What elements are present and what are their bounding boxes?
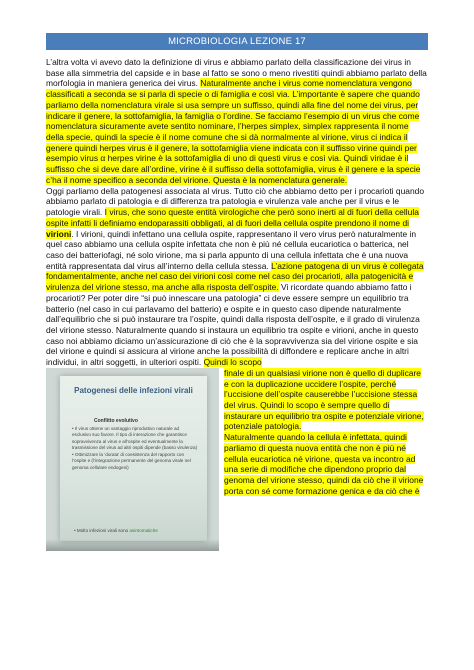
highlighted-text: I virus, che sono queste entità virologiche che però sono inerti al di fuori della cellula ospite infatti li definiamo endoparassiti obbligati, al di fuori della cellula ospite prendono il nome di xyxy=(46,207,419,228)
page-title: MICROBIOLOGIA LEZIONE 17 xyxy=(46,33,428,50)
highlighted-text: Naturalmente quando la cellula è infettata, quindi parliamo di questa nuova entità che non è più né cellula eucariotica né virione, questa va incontro ad una serie di modifiche che dipendono proprio dal genoma del virione stesso, quindi da ciò che il virione porta con sé come formazione genica e da ciò che è xyxy=(224,432,424,496)
slide-subtitle: Conflitto evolutivo xyxy=(94,417,138,424)
paragraph-text: . I virioni, quindi infettano una cellula ospite, rappresentano il vero virus però naturalmente in quel caso abbiamo una cellula ospite infettata che non è più né cellula eucariotica o batterica, nel caso dei batteriofagi, né solo virione, ma si parla appunto di una cellula infettata che è una nuova entità rappresentata dal virus all’interno della cellula stessa. xyxy=(46,228,417,271)
lecture-slide-photo xyxy=(46,368,219,551)
slide-footnote xyxy=(74,526,158,537)
highlighted-text: Naturalmente anche i virus come nomenclatura vengono classificati a seconda se si parla di specie o di famiglia e così via. L’importante è sapere che quando parliamo della nomenclatura virale si usa sempre un suffisso, quindi alla fine del nome dei virus, per indicare il genere, la sottofamiglia, la famiglia o l’ordine. Se facciamo l’esempio di un virus che come nomenclatura sicuramente avete sentito nominare, l’herpes simplex, simplex rappresenta il nome della specie, quindi la specie è il nome comune che si dà normalmente al virione, virus ci indica il genere quindi herpes virus è il genere, la sottofamiglia viene indicata con il suffisso virine quindi per esempio virus α herpes virine è la sottofamiglia di uno di questi virus e così via. Quindi viridae è il suffisso che si deve dare all’ordine, virine è il suffisso della sottofamiglia, virus è il genere e la specie c’ha il nome specifico a seconda del virione. Questa è la nomenclatura generale. xyxy=(46,78,421,185)
paragraph-side xyxy=(224,368,428,432)
slide-foot-text: • Molto infezioni virali sono xyxy=(74,527,130,533)
slide-screen xyxy=(60,376,207,541)
highlighted-text: L’azione patogena di un virus è collegata fondamentalmente, anche nel caso dei virioni così come nel caso dei procarioti, alla patogenicità e virulenza del virione stesso, ma anche alla risposta dell’ospite. xyxy=(46,260,424,293)
document-body xyxy=(46,57,428,551)
paragraph-nomenclature xyxy=(46,57,428,186)
slide-shadow xyxy=(46,539,219,551)
slide-body: • Il virus ottiene un vantaggio riproduttivo naturale ad esclusivo suo favore. Il tipo di interazione che garantisce sopravvivenza al virus e all’ospite ed eventualmente la trasmissione del virus ad altri ospiti dipende (basso virulenza) • Ottimizzare la ‘durata’ di coesistenza del rapporto con l’ospite e (l’integrazione permanente del genoma virale nel genoma cellulare endogeni) xyxy=(72,425,198,470)
paragraph-pathogenesis xyxy=(46,186,428,368)
bold-term-virioni: virioni xyxy=(46,228,72,239)
side-text-column xyxy=(224,368,428,551)
figure-row xyxy=(46,368,428,551)
slide-title: Patogenesi delle infezioni virali xyxy=(74,385,193,395)
highlighted-text: Quindi lo scopo xyxy=(203,357,262,368)
slide-foot-green: asintomatiche xyxy=(129,527,158,533)
paragraph-text: Oggi parliamo della patogenesi associata al virus. Tutto ciò che abbiamo detto per i procarioti quando abbiamo parlato di patologia e di differenza tra patologia e virulenza vale anche per il virus e le patologie virali. xyxy=(46,185,425,218)
paragraph-text: L’altra volta vi avevo dato la definizione di virus e abbiamo parlato della classificazione dei virus in base alla simmetria del capside e in base al fatto se sono o meno rivestiti quindi abbiamo parlato della morfologia in maniera generica dei virus. xyxy=(46,57,427,89)
highlighted-text: finale di un qualsiasi virione non è quello di duplicare e con la duplicazione uccidere l’ospite, perché l’uccisione dell’ospite causerebbe l’uccisione stessa del virus. Quindi lo scopo è sempre quello di instaurare un equilibrio tra ospite e potenziale virione, potenziale patologia. xyxy=(224,367,424,432)
paragraph-side-2 xyxy=(224,432,428,496)
paragraph-text: Vi ricordate quando abbiamo fatto i procarioti? Per poter dire “si può innescare una patologia” ci deve essere sempre un equilibrio tra batterio (nel caso in cui parlavamo del batterio) e ospite e in questo caso dipende naturalmente dall’equilibrio che si può instaurare tra l’ospite, quindi dalla risposta dell’ospite, e il grado di virulenza del virione stesso. Naturalmente quando si instaura un equilibrio tra ospite e virioni, anche in questo caso noi abbiamo diciamo un’assicurazione di ciò che è la sopravvivenza sia del virione ospite e sia del virione e quindi si assicura al virione anche la possibilità di diffondere e replicare anche in altri individui, in altri soggetti, in ulteriori ospiti. xyxy=(46,282,420,368)
